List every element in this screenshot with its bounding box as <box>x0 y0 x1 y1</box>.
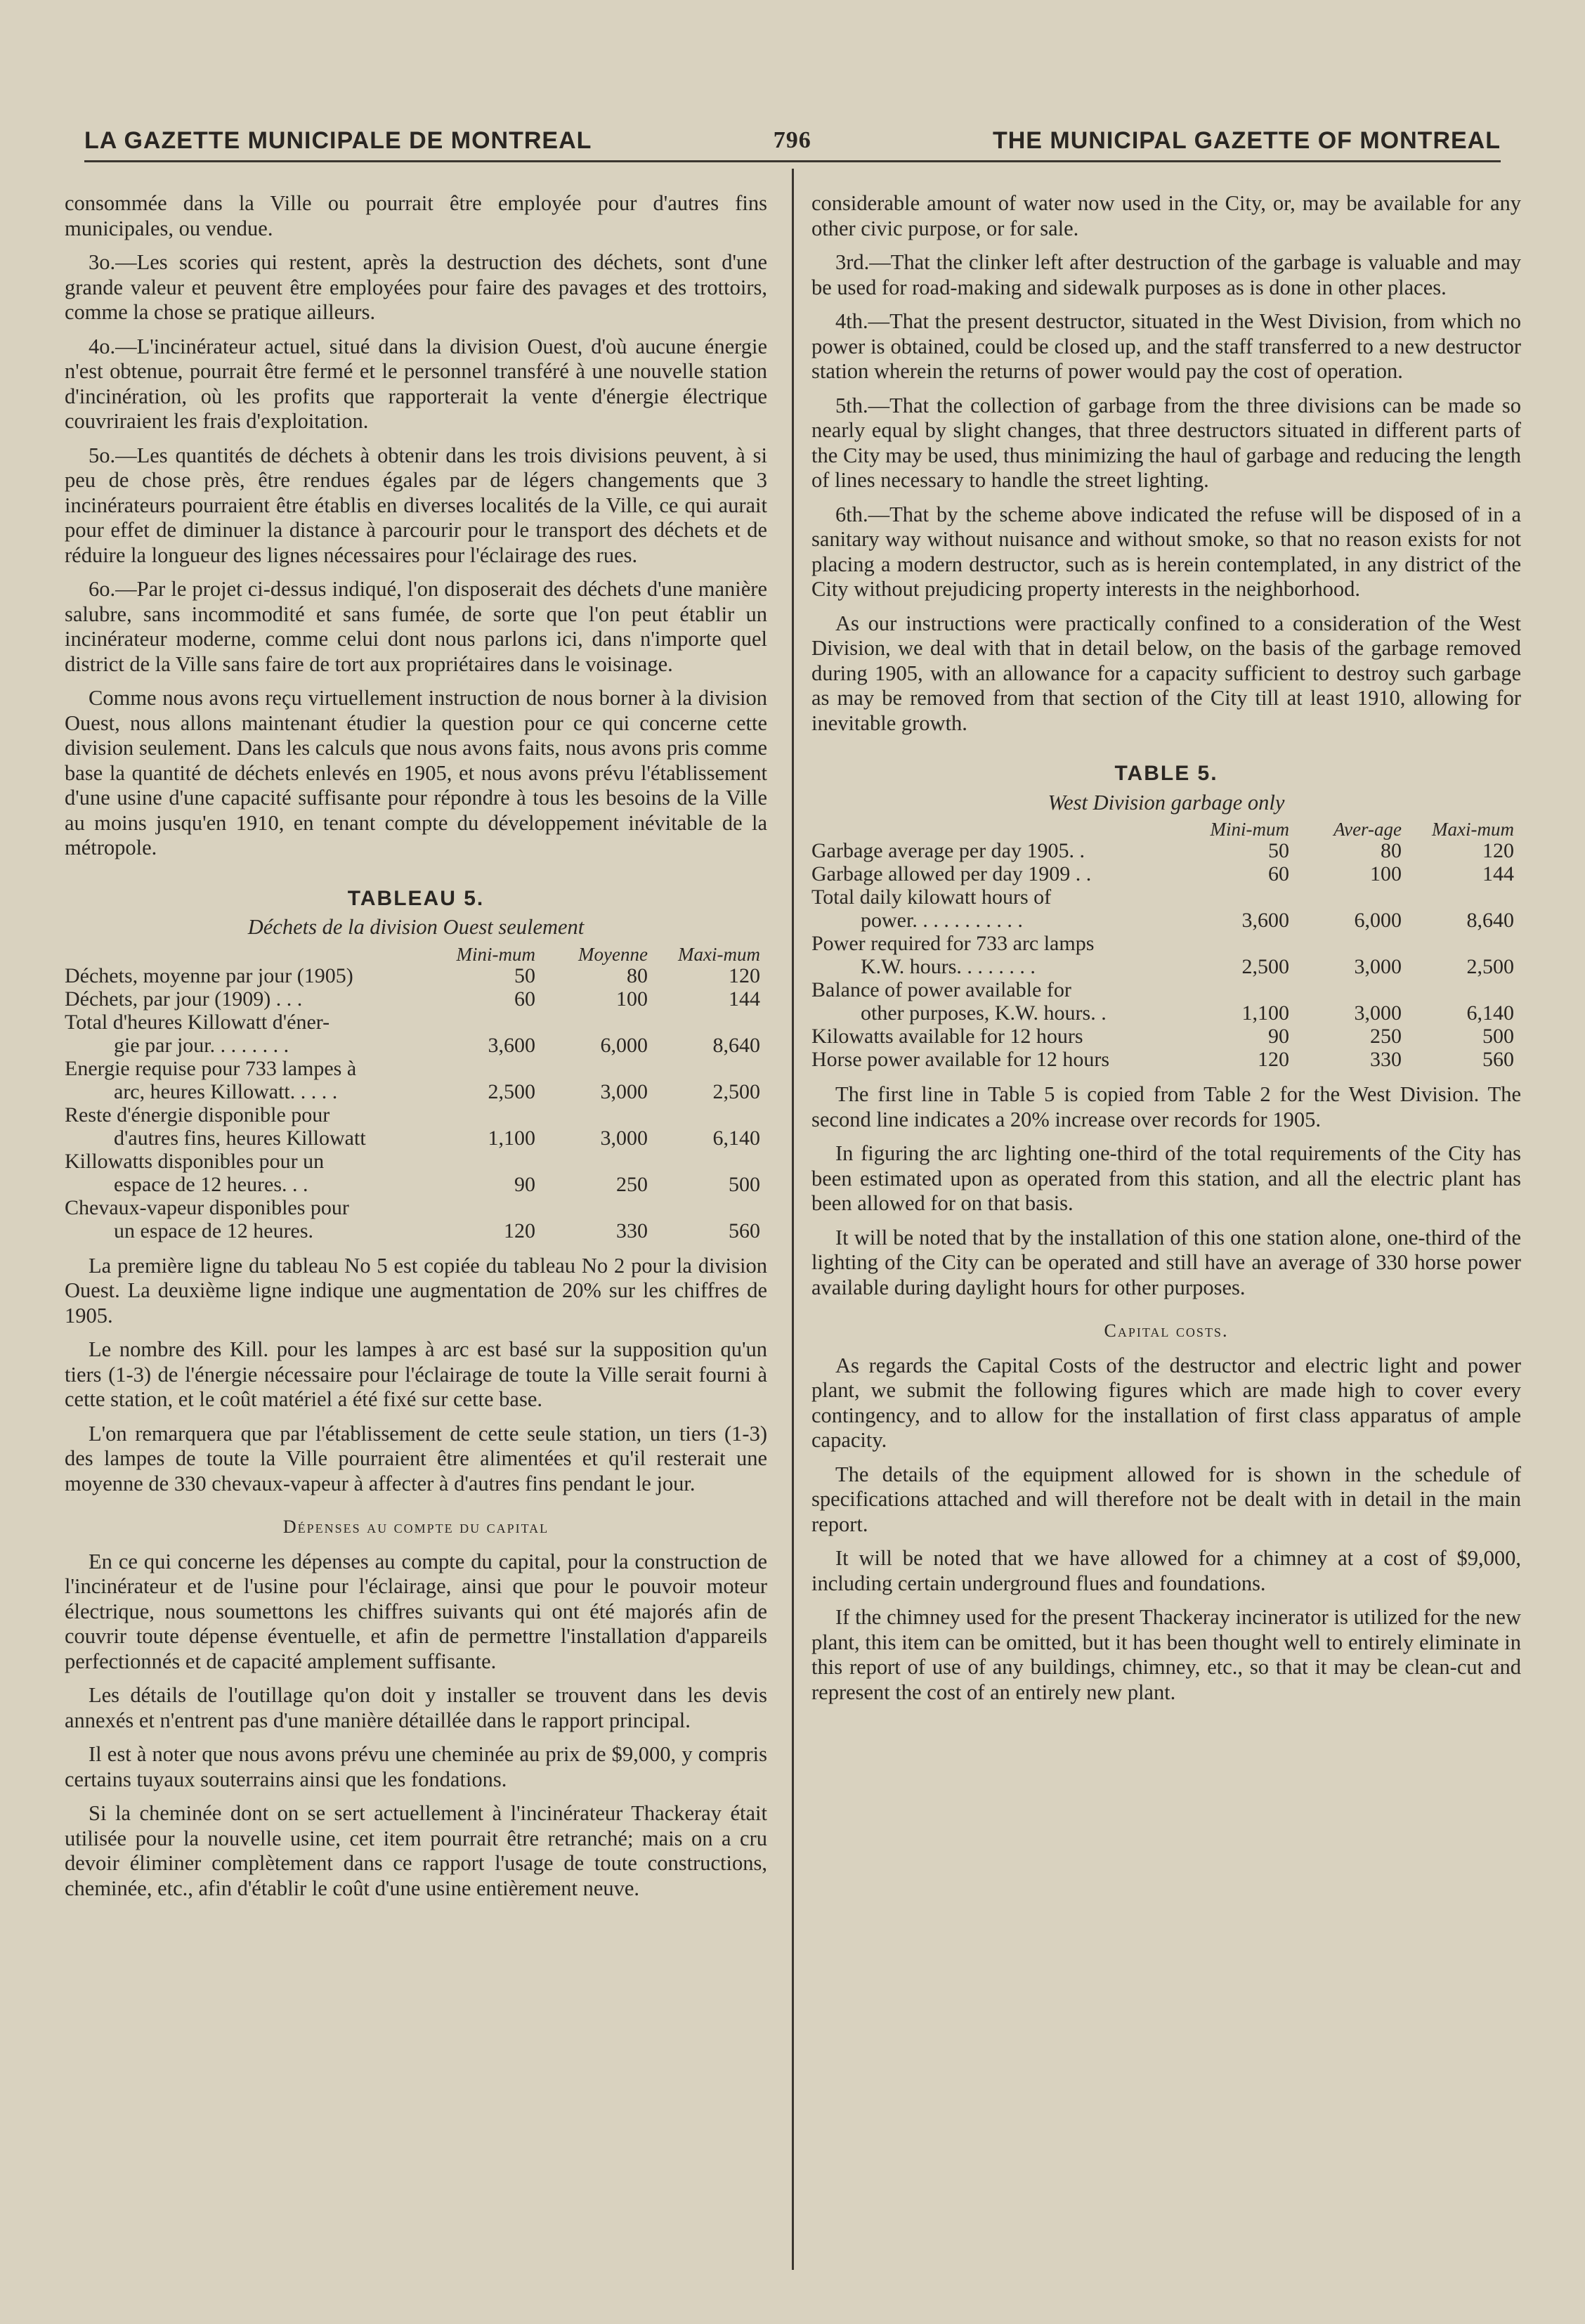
column-header-avg: Moyenne <box>578 943 648 965</box>
table-row-continuation <box>65 1080 767 1103</box>
table-header-row <box>65 944 767 964</box>
table-row <box>65 1150 767 1173</box>
data-table-english <box>811 819 1521 1071</box>
paragraph: The details of the equipment allowed for is shown in the schedule of specifications attached and will therefore not be dealt with in detail in the main report. <box>811 1462 1521 1536</box>
table-row <box>65 1103 767 1127</box>
table-body <box>65 964 767 1242</box>
paragraph: 3rd.—That the clinker left after destruction of the garbage is valuable and may be used for road-making and sidewalk purposes as is done in other places. <box>811 250 1521 299</box>
paragraph: La première ligne du tableau No 5 est copiée du tableau No 2 pour la division Ouest. La deuxième ligne indique une augmentation de 20% sur les chiffres de 1905. <box>65 1253 767 1327</box>
table-row <box>65 1011 767 1034</box>
cell-avg: 250 <box>1370 1025 1402 1048</box>
table-row-continuation <box>811 909 1521 932</box>
row-label: Garbage average per day 1905. . <box>811 839 1085 862</box>
table-row <box>65 987 767 1011</box>
cell-min: 120 <box>504 1219 535 1242</box>
cell-max: 2,500 <box>1466 955 1514 978</box>
column-header-avg: Aver-age <box>1333 819 1402 840</box>
column-header-max: Maxi-mum <box>678 943 760 965</box>
table-row-continuation <box>65 1219 767 1242</box>
paragraph: As our instructions were practically confined to a consideration of the West Division, we deal with that in detail below, on the basis of the garbage removed during 1905, with an allowance for a capacity sufficient to destroy such garbage as may be removed from that section of the City till at least 1910, allowing for inevitable growth. <box>811 611 1521 735</box>
page-header <box>84 119 1501 162</box>
paragraph: Si la cheminée dont on se sert actuellement à l'incinérateur Thackeray était utilisée pour la nouvelle usine, cet item pourrait être retranché; mais on a cru devoir éliminer complètement dans ce rapport l'usage de toute constructions, cheminée, etc., afin d'établir le coût d'une usine entièrement neuve. <box>65 1801 767 1900</box>
cell-max: 560 <box>729 1219 760 1242</box>
cell-avg: 80 <box>627 963 648 987</box>
english-column <box>811 191 1521 1714</box>
cell-max: 120 <box>1482 839 1514 862</box>
section-heading: Dépenses au compte du capital <box>282 1517 549 1537</box>
paragraph: It will be noted that by the installation of this one station alone, one-third of the lighting of the City can be operated and still have an average of 330 horse power available during daylight hours for other purposes. <box>811 1225 1521 1299</box>
paragraph: 4o.—L'incinérateur actuel, situé dans la division Ouest, d'où aucune énergie n'est obtenue, pourrait être fermé et le personnel transféré à une nouvelle station d'incinération, où les profits que rapporterait la vente d'énergie électrique couvriraient les frais d'exploitation. <box>65 334 767 433</box>
row-label-continuation: arc, heures Killowatt. . . . . <box>114 1079 338 1103</box>
table-row <box>811 839 1521 862</box>
data-table-french <box>65 944 767 1242</box>
row-label-continuation: gie par jour. . . . . . . . <box>114 1033 289 1057</box>
row-label-continuation: espace de 12 heures. . . <box>114 1172 308 1196</box>
cell-max: 144 <box>729 987 760 1011</box>
row-label: Déchets, moyenne par jour (1905) <box>65 963 353 987</box>
table-row <box>811 932 1521 955</box>
table-row-continuation <box>811 955 1521 978</box>
table-header-row <box>811 819 1521 839</box>
paragraph: As regards the Capital Costs of the destructor and electric light and power plant, we submit the following figures which are made high to cover every contingency, and to allow for the installation of first class apparatus of ample capacity. <box>811 1353 1521 1452</box>
column-header-min: Mini-mum <box>1210 819 1289 840</box>
cell-avg: 3,000 <box>600 1126 648 1150</box>
paragraph: Comme nous avons reçu virtuellement instruction de nous borner à la division Ouest, nous allons maintenant étudier la question pour ce qui concerne cette division seulement. Dans les calculs que nous avons faits, nous avons pris comme base la quantité de déchets enlevés en 1905, et nous avons prévu l'établissement d'une usine d'une capacité suffisante pour répondre à tous les besoins de la Ville au moins jusqu'en 1910, en tenant compte du développement inévitable de la métropole. <box>65 686 767 859</box>
row-label-continuation: K.W. hours. . . . . . . . <box>861 955 1036 978</box>
cell-min: 90 <box>1268 1025 1289 1048</box>
cell-min: 120 <box>1258 1048 1289 1071</box>
table-title: TABLE 5. <box>1114 762 1218 785</box>
cell-avg: 6,000 <box>600 1033 648 1057</box>
paragraph: In figuring the arc lighting one-third of the total requirements of the City has been estimated upon as operated from this station, and all the electric plant has been allowed for on that basis. <box>811 1141 1521 1215</box>
paragraph: considerable amount of water now used in the City, or, may be available for any other civic purpose, or for sale. <box>811 191 1521 240</box>
table-row-continuation <box>65 1034 767 1057</box>
column-divider <box>792 169 794 2270</box>
cell-max: 500 <box>1482 1025 1514 1048</box>
row-label: Kilowatts available for 12 hours <box>811 1025 1083 1048</box>
table-row <box>811 885 1521 909</box>
header-french-title: LA GAZETTE MUNICIPALE DE MONTREAL <box>84 126 592 154</box>
table-row <box>811 1025 1521 1048</box>
cell-min: 60 <box>1268 862 1289 885</box>
table-row <box>65 964 767 987</box>
cell-min: 1,100 <box>1241 1001 1289 1025</box>
cell-avg: 100 <box>616 987 648 1011</box>
paragraph: Il est à noter que nous avons prévu une cheminée au prix de $9,000, y compris certains tuyaux souterrains ainsi que les fondations. <box>65 1742 767 1791</box>
column-header-max: Maxi-mum <box>1432 819 1514 840</box>
row-label: Energie requise pour 733 lampes à <box>65 1056 357 1080</box>
row-label: Total d'heures Killowatt d'éner- <box>65 1010 330 1034</box>
cell-min: 1,100 <box>488 1126 535 1150</box>
cell-avg: 250 <box>616 1172 648 1196</box>
cell-max: 6,140 <box>1466 1001 1514 1025</box>
table-row-continuation <box>65 1173 767 1196</box>
cell-avg: 3,000 <box>600 1079 648 1103</box>
paragraph: If the chimney used for the present Thackeray incinerator is utilized for the new plant, this item can be omitted, but it has been thought well to entirely eliminate in this report of use of any buildings, chimney, etc., so that it may be clean-cut and represent the cost of an entirely new plant. <box>811 1605 1521 1704</box>
cell-avg: 3,000 <box>1354 1001 1402 1025</box>
cell-avg: 6,000 <box>1354 909 1402 932</box>
table-row <box>811 862 1521 885</box>
cell-min: 3,600 <box>1241 909 1289 932</box>
row-label-continuation: d'autres fins, heures Killowatt <box>114 1126 366 1150</box>
cell-avg: 330 <box>616 1219 648 1242</box>
column-header-min: Mini-mum <box>456 943 535 965</box>
cell-avg: 100 <box>1370 862 1402 885</box>
paragraph: 6th.—That by the scheme above indicated the refuse will be disposed of in a sanitary way without nuisance and without smoke, so that no reason exists for not placing a modern destructor, such as is herein contemplated, in any district of the City without prejudicing property interests in the neighborhood. <box>811 502 1521 601</box>
paragraph: It will be noted that we have allowed for a chimney at a cost of $9,000, including certain underground flues and foundations. <box>811 1546 1521 1595</box>
table-row <box>65 1196 767 1219</box>
paragraph: 4th.—That the present destructor, situated in the West Division, from which no power is obtained, could be closed up, and the staff transferred to a new destructor station wherein the returns of power would pay the cost of operation. <box>811 309 1521 383</box>
paragraph: Les détails de l'outillage qu'on doit y installer se trouvent dans les devis annexés et n'entrent pas d'une manière détaillée dans le rapport principal. <box>65 1683 767 1732</box>
table-row-continuation <box>65 1127 767 1150</box>
page-number: 796 <box>773 127 811 153</box>
paragraph: L'on remarquera que par l'établissement de cette seule station, un tiers (1-3) des lampes de toute la Ville pourraient être alimentées et qu'il resterait une moyenne de 330 chevaux-vapeur à affecter à d'autres fins pendant le jour. <box>65 1421 767 1495</box>
table-subtitle: West Division garbage only <box>1048 790 1285 814</box>
cell-avg: 330 <box>1370 1048 1402 1071</box>
cell-min: 50 <box>514 963 535 987</box>
cell-min: 3,600 <box>488 1033 535 1057</box>
cell-max: 2,500 <box>712 1079 760 1103</box>
cell-max: 144 <box>1482 862 1514 885</box>
cell-max: 6,140 <box>712 1126 760 1150</box>
row-label: Garbage allowed per day 1909 . . <box>811 862 1092 885</box>
paragraph: Le nombre des Kill. pour les lampes à arc est basé sur la supposition qu'un tiers (1-3) de l'énergie nécessaire pour l'éclairage de toute la Ville serait fourni à cette station, et le coût matériel a été fixé sur cette base. <box>65 1337 767 1411</box>
table-row-continuation <box>811 1001 1521 1025</box>
row-label-continuation: power. . . . . . . . . . . <box>861 909 1023 932</box>
section-heading: Capital costs. <box>1104 1320 1229 1341</box>
header-english-title: THE MUNICIPAL GAZETTE OF MONTREAL <box>992 126 1501 154</box>
cell-min: 2,500 <box>1241 955 1289 978</box>
table-row <box>811 978 1521 1001</box>
cell-min: 50 <box>1268 839 1289 862</box>
paragraph: 6o.—Par le projet ci-dessus indiqué, l'on disposerait des déchets d'une manière salubre, sans incommodité et sans fumée, de sorte que l'on peut établir un incinérateur moderne, comme celui dont nous parlons ici, dans n'importe quel district de la Ville sans faire de tort aux propriétaires dans le voisinage. <box>65 577 767 676</box>
row-label: Total daily kilowatt hours of <box>811 885 1052 909</box>
row-label-continuation: other purposes, K.W. hours. . <box>861 1001 1107 1025</box>
cell-min: 90 <box>514 1172 535 1196</box>
cell-min: 60 <box>514 987 535 1011</box>
cell-avg: 80 <box>1381 839 1402 862</box>
table-row <box>65 1057 767 1080</box>
row-label: Reste d'énergie disponible pour <box>65 1103 330 1127</box>
cell-max: 500 <box>729 1172 760 1196</box>
row-label: Horse power available for 12 hours <box>811 1048 1110 1071</box>
paragraph: En ce qui concerne les dépenses au compte du capital, pour la construction de l'incinérateur et de l'usine pour l'éclairage, ainsi que pour le pouvoir moteur électrique, nous soumettons les chiffres suivants qui ont été majorés afin de couvrir toute dépense éventuelle, et afin de permettre l'installation d'appareils perfectionnés et de capacité amplement suffisante. <box>65 1549 767 1673</box>
cell-min: 2,500 <box>488 1079 535 1103</box>
row-label: Power required for 733 arc lamps <box>811 932 1095 955</box>
paragraph: 5th.—That the collection of garbage from the three divisions can be made so nearly equal by slight changes, that three destructors situated in different parts of the City may be used, thus minimizing the haul of garbage and reducing the length of lines necessary to handle the street lighting. <box>811 393 1521 492</box>
paragraph: The first line in Table 5 is copied from Table 2 for the West Division. The second line indicates a 20% increase over records for 1905. <box>811 1082 1521 1131</box>
paragraph: 5o.—Les quantités de déchets à obtenir dans les trois divisions peuvent, à si peu de chose près, être rendues égales par de légers changements que 3 incinérateurs pourraient être établis en diverses localités de la Ville, ce qui aurait pour effet de diminuer la distance à parcourir pour le transport des déchets et de réduire la longueur des lignes nécessaires pour l'éclairage des rues. <box>65 443 767 567</box>
header-rule <box>84 160 1501 162</box>
table-title: TABLEAU 5. <box>347 886 485 910</box>
table-row <box>811 1048 1521 1071</box>
cell-max: 8,640 <box>1466 909 1514 932</box>
row-label: Balance of power available for <box>811 978 1071 1001</box>
cell-max: 8,640 <box>712 1033 760 1057</box>
table-subtitle: Déchets de la division Ouest seulement <box>247 915 585 939</box>
french-column <box>65 191 767 1910</box>
cell-max: 560 <box>1482 1048 1514 1071</box>
table-body <box>811 839 1521 1071</box>
row-label: Chevaux-vapeur disponibles pour <box>65 1195 349 1219</box>
cell-max: 120 <box>729 963 760 987</box>
row-label-continuation: un espace de 12 heures. <box>114 1219 314 1242</box>
paragraph: 3o.—Les scories qui restent, après la destruction des déchets, sont d'une grande valeur et peuvent être employées pour faire des pavages et des trottoirs, comme la chose se pratique ailleurs. <box>65 250 767 324</box>
row-label: Killowatts disponibles pour un <box>65 1149 325 1173</box>
paragraph: consommée dans la Ville ou pourrait être employée pour d'autres fins municipales, ou vendue. <box>65 191 767 240</box>
cell-avg: 3,000 <box>1354 955 1402 978</box>
row-label: Déchets, par jour (1909) . . . <box>65 987 303 1011</box>
